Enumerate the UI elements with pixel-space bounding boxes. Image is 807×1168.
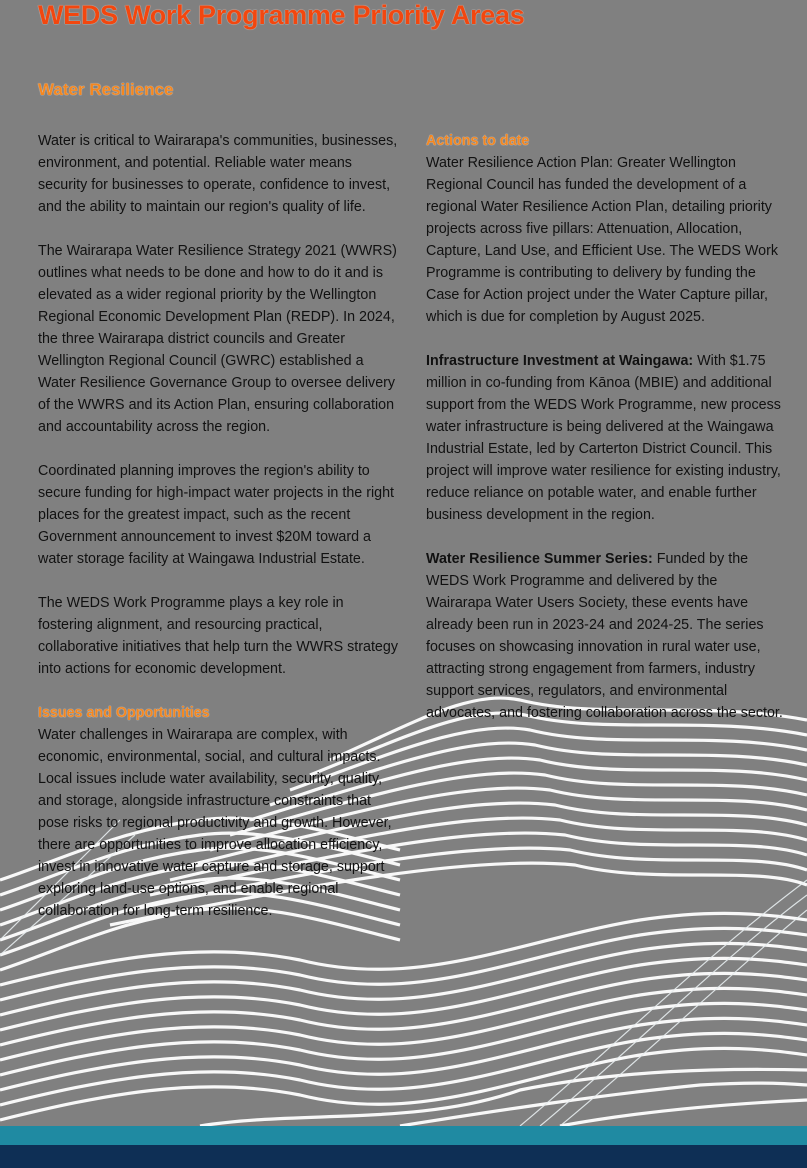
right-column: [426, 130, 786, 746]
issues-paragraph: Water challenges in Wairarapa are complex, with economic, environmental, social, and cultural impacts. Local issues include water availability, security, quality, and storage, alongside infrastructure constraints that pose risks to regional productivity and growth. However, there are opportunities to improve allocation efficiency, invest in innovative water capture and storage, support exploring land-use options, and enable regional collaboration for long-term resilience.: [38, 727, 392, 919]
footer-band-teal: [0, 1126, 807, 1145]
paragraph: The Wairarapa Water Resilience Strategy 2021 (WWRS) outlines what needs to be done and how to do it and is elevated as a wider regional priority by the Wellington Regional Economic Development Plan (REDP). In 2024, the three Wairarapa district councils and Greater Wellington Regional Council (GWRC) established a Water Resilience Governance Group to oversee delivery of the WWRS and its Action Plan, ensuring collaboration and accountability across the region.: [38, 243, 397, 435]
paragraph: Coordinated planning improves the region's ability to secure funding for high-impact water projects in the right places for the greatest impact, such as the recent Government announcement to invest $20M toward a water storage facility at Waingawa Industrial Estate.: [38, 463, 395, 567]
action-item: [426, 350, 786, 526]
left-column: [38, 130, 400, 944]
paragraph: Water is critical to Wairarapa's communities, businesses, environment, and potential. Reliable water means security for businesses to operate, confidence to invest, and the ability to maintain our region's quality of life.: [38, 133, 398, 215]
page-title: WEDS Work Programme Priority Areas: [38, 0, 525, 30]
action-text: Water Resilience Action Plan: Greater Wellington Regional Council has funded the development of a regional Water Resilience Action Plan, detailing priority projects across five pillars: Attenuation, Allocation, Capture, Land Use, and Efficient Use. The WEDS Work Programme is contributing to delivery by funding the Case for Action project under the Water Capture pillar, which is due for completion by August 2025.: [426, 155, 779, 325]
footer-band-navy: [0, 1145, 807, 1168]
actions-heading: Actions to date: [426, 133, 530, 149]
action-lead: Infrastructure Investment at Waingawa:: [426, 353, 694, 369]
action-lead: Water Resilience Summer Series:: [426, 551, 653, 567]
action-item: [426, 152, 786, 328]
section-heading: Water Resilience: [38, 80, 174, 99]
action-text: Funded by the WEDS Work Programme and delivered by the Wairarapa Water Users Society, these events have already been run in 2023-24 and 2024-25. The series focuses on showcasing innovation in rural water use, attracting strong engagement from farmers, industry support services, regulators, and environmental advocates, and fostering collaboration across the sector.: [426, 551, 783, 721]
action-text: With $1.75 million in co-funding from Kānoa (MBIE) and additional support from the WEDS Work Programme, new process water infrastructure is being delivered at the Waingawa Industrial Estate, led by Carterton District Council. This project will improve water resilience for existing industry, reduce reliance on potable water, and enable further business development in the region.: [426, 353, 781, 523]
paragraph: The WEDS Work Programme plays a key role in fostering alignment, and resourcing practical, collaborative initiatives that help turn the WWRS strategy into actions for economic development.: [38, 595, 398, 677]
issues-heading: Issues and Opportunities: [38, 705, 210, 721]
action-item: [426, 548, 786, 724]
